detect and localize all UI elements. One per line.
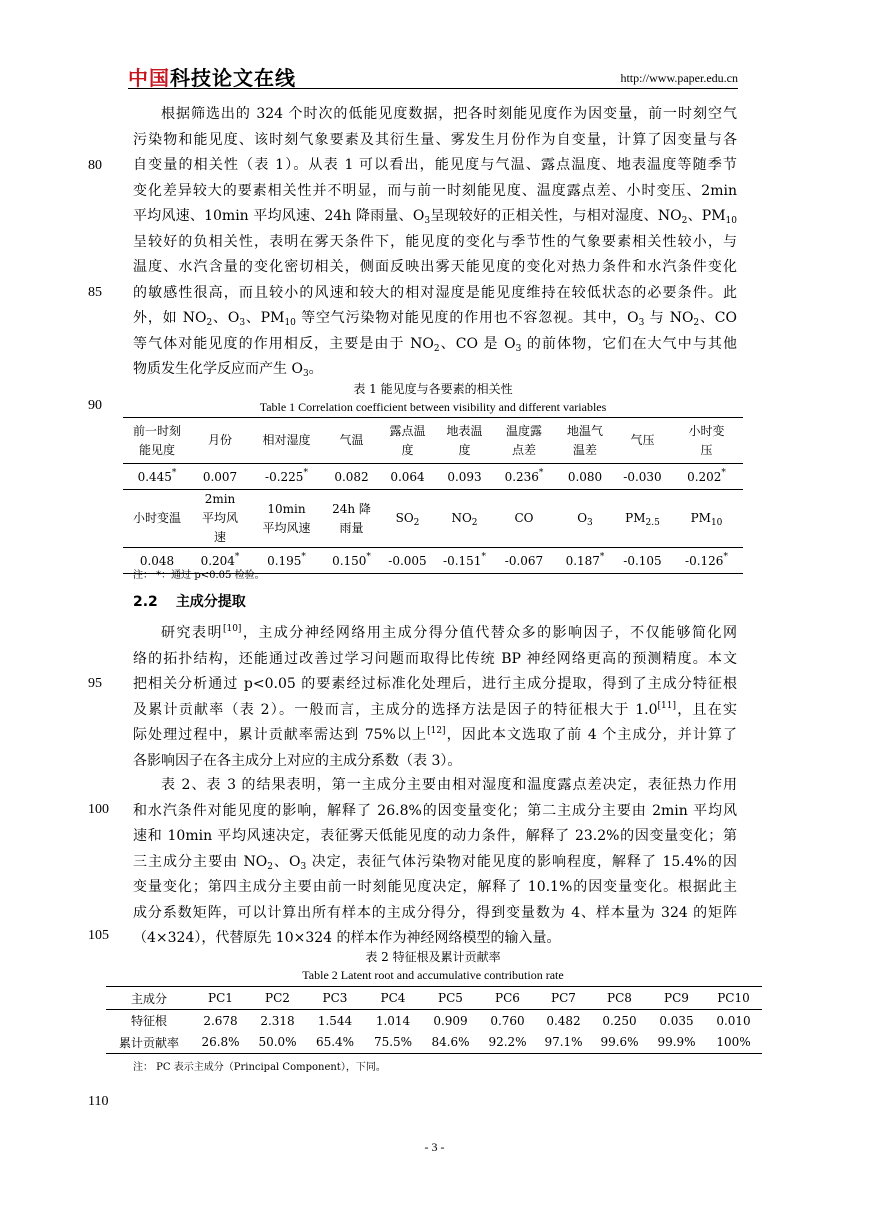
- table-header-cell: PC5: [438, 991, 463, 1005]
- line-number: 85: [88, 285, 102, 300]
- table-header-cell: $PM_{10}$: [690, 511, 723, 528]
- citation-12[interactable]: [12]: [427, 726, 446, 736]
- citation-10[interactable]: [10]: [222, 624, 242, 634]
- table-header-cell: 地温气温差: [566, 423, 603, 457]
- text-line: 和水汽条件对能见度的影响，解释了 26.8%的因变量变化；第二主成分主要由 2min 平均风: [133, 802, 737, 819]
- table-header-cell: 气压: [630, 433, 655, 447]
- text-line: 三主成分主要由 $NO_2$、$O_3$ 决定，表征气体污染物对能见度的影响程度，解释了 15.4%的因: [133, 853, 738, 872]
- table-header-cell: $NO_2$: [451, 511, 478, 528]
- text-line: 等气体对能见度的作用相反，主要是由于 $NO_2$、CO 是 $O_3$ 的前体物，它们在大气中与其他: [133, 335, 737, 354]
- table-header-cell: $PM_{2.5}$: [625, 511, 660, 528]
- table-cell: 100%: [716, 1035, 751, 1050]
- table-header-cell: PC2: [265, 991, 290, 1005]
- table-header-cell: PC9: [664, 991, 689, 1005]
- text-line: 根据筛选出的 324 个时次的低能见度数据，把各时刻能见度作为因变量，前一时刻空气: [161, 106, 737, 122]
- table-cell: 累计贡献率: [118, 1035, 179, 1050]
- table-header-cell: 气温: [339, 433, 364, 447]
- text-line: 污染物和能见度、该时刻气象要素及其衍生量、雾发生月份作为自变量，计算了因变量与各: [133, 131, 737, 148]
- section-title: 主成分提取: [175, 594, 246, 610]
- table1-caption-cn: 表 1 能见度与各要素的相关性: [353, 382, 513, 396]
- table-cell: 0.204*: [200, 551, 240, 568]
- table-header-cell: PC10: [717, 991, 750, 1005]
- journal-logo: [128, 62, 296, 91]
- table-cell: -0.151*: [443, 551, 486, 568]
- paragraph-3: [133, 773, 737, 952]
- table-header-cell: PC1: [208, 991, 233, 1005]
- text-line: 变化差异较大的要素相关性并不明显，而与前一时刻能见度、温度露点差、小时变压、2min: [133, 182, 737, 199]
- text-line: 的敏感性很高，而且较小的风速和较大的相对湿度是能见度维持在较低状态的必要条件。此: [133, 284, 737, 301]
- table-cell: -0.067: [504, 553, 544, 568]
- table-cell: 0.082: [334, 469, 369, 484]
- table-cell: 84.6%: [431, 1035, 470, 1050]
- text-line: 际处理过程中，累计贡献率需达到 75%以上[12]，因此本文选取了前 4 个主成分，并计算了: [133, 726, 737, 743]
- table-cell: -0.126*: [685, 551, 728, 568]
- page-header: [128, 58, 738, 89]
- table-header-cell: 2min 平均风速: [201, 492, 238, 544]
- table2-row-eigenvalue: [106, 1010, 762, 1032]
- table-header-cell: PC3: [322, 991, 348, 1005]
- table-header-cell: 地表温度: [446, 423, 483, 457]
- table-header-cell: 小时变压: [688, 423, 725, 457]
- table1-note: 注： *：通过 p<0.05 检验。: [133, 570, 265, 581]
- table-cell: -0.105: [623, 553, 662, 568]
- table-cell: 0.010: [716, 1013, 751, 1028]
- text-line: 表 2、表 3 的结果表明，第一主成分主要由相对湿度和温度露点差决定，表征热力作用: [161, 777, 737, 793]
- citation-11[interactable]: [11]: [657, 700, 677, 711]
- table-cell: 0.202*: [687, 467, 726, 484]
- table-cell: -0.225*: [265, 467, 308, 484]
- table-cell: 92.2%: [488, 1035, 527, 1050]
- logo-part-1: 中国: [128, 66, 170, 90]
- table-cell: 0.150*: [332, 551, 371, 568]
- table1-caption-en: Table 1 Correlation coefficient between visibility and different variables: [259, 400, 607, 414]
- page-number: - 3 -: [424, 1140, 445, 1154]
- line-number: 100: [88, 802, 109, 817]
- table-header-cell: 温度露点差: [505, 423, 542, 457]
- table-cell: 50.0%: [258, 1035, 297, 1050]
- table-cell: 0.064: [390, 469, 425, 484]
- table2-caption-cn: 表 2 特征根及累计贡献率: [365, 950, 501, 964]
- text-line: 物质发生化学反应而产生 $O_3$。: [133, 361, 323, 379]
- table-cell: 65.4%: [315, 1035, 355, 1050]
- table-header-cell: 24h 降雨量: [332, 501, 371, 535]
- table2-note: 注： PC 表示主成分（Principal Component），下同。: [133, 1062, 386, 1073]
- text-line: 呈较好的负相关性，表明在雾天条件下，能见度的变化与季节性的气象要素相关性较小，与: [133, 233, 737, 250]
- table-cell: 0.760: [490, 1013, 525, 1028]
- table-cell: 0.445*: [137, 467, 177, 484]
- table-cell: 0.007: [202, 469, 238, 484]
- table-cell: 2.318: [260, 1013, 295, 1028]
- table-cell: 75.5%: [373, 1035, 413, 1050]
- text-line: 变量变化；第四主成分主要由前一时刻能见度决定，解释了 10.1%的因变量变化。根据此主: [133, 879, 737, 895]
- section-heading: [133, 591, 264, 611]
- table-cell: -0.005: [388, 553, 427, 568]
- line-number: 105: [88, 928, 109, 943]
- logo-part-2: 科技论文在线: [170, 66, 296, 90]
- table-cell: 1.014: [375, 1013, 411, 1028]
- table-cell: 0.080: [567, 469, 603, 484]
- text-line: 速和 10min 平均风速决定，表征雾天低能见度的动力条件，解释了 23.2%的因变量变化；第: [133, 828, 737, 844]
- text-line: 温度、水汽含量的变化密切相关，侧面反映出雾天能见度的变化对热力条件和水汽条件变化: [133, 259, 737, 275]
- header-url[interactable]: http://www.paper.edu.cn: [620, 71, 738, 85]
- line-number: 110: [88, 1094, 109, 1109]
- text-line: （4×324），代替原先 10×324 的样本作为神经网络模型的输入量。: [133, 930, 561, 946]
- table-header-cell: $O_3$: [577, 511, 593, 528]
- table-header-cell: 露点温度: [389, 423, 426, 457]
- table-cell: 2.678: [203, 1013, 238, 1028]
- table-header-cell: 10min 平均风速: [262, 501, 311, 535]
- table2-caption-en: Table 2 Latent root and accumulative contribution rate: [302, 968, 564, 982]
- table-header-cell: 主成分: [130, 991, 167, 1006]
- table-header-cell: PC8: [607, 991, 632, 1005]
- table-cell: 99.9%: [657, 1035, 696, 1050]
- table-cell: 0.195*: [267, 551, 306, 568]
- table-header-cell: 小时变温: [132, 511, 181, 525]
- table-cell: 0.093: [447, 469, 482, 484]
- table-cell: 特征根: [130, 1014, 167, 1029]
- table-cell: 0.482: [546, 1013, 581, 1028]
- table-cell: 0.035: [659, 1013, 694, 1028]
- table-header-cell: PC4: [380, 991, 406, 1005]
- text-line: 各影响因子在各主成分上对应的主成分系数（表 3）。: [133, 752, 462, 769]
- table-header-cell: PC6: [495, 991, 520, 1005]
- table-header-cell: 相对湿度: [262, 433, 311, 447]
- text-line: 络的拓扑结构，还能通过改善过学习问题而取得比传统 BP 神经网络更高的预测精度。本文: [133, 650, 737, 667]
- table1-header-row-2: [123, 490, 743, 548]
- table2-row-cumulative: [106, 1032, 762, 1054]
- line-number: 90: [88, 398, 102, 413]
- text-line: 自变量的相关性（表 1）。从表 1 可以看出，能见度与气温、露点温度、地表温度等随季节: [133, 157, 737, 173]
- line-number: 95: [88, 676, 102, 691]
- table-header-cell: $SO_2$: [395, 511, 420, 528]
- table-cell: 0.909: [433, 1013, 468, 1028]
- table-header-cell: 月份: [207, 433, 232, 447]
- table1-data-row-1: [123, 464, 743, 490]
- table-cell: -0.030: [623, 469, 662, 484]
- text-line: 把相关分析通过 p<0.05 的要素经过标准化处理后，进行主成分提取，得到了主成分特征根: [133, 676, 737, 692]
- table-header-cell: CO: [514, 511, 534, 525]
- table-header-cell: PC7: [551, 991, 576, 1005]
- table-cell: 0.236*: [504, 467, 544, 484]
- table-2: [106, 986, 762, 1054]
- paragraph-2: [133, 621, 737, 774]
- table-cell: 0.048: [139, 553, 175, 568]
- table-cell: 97.1%: [544, 1035, 583, 1050]
- table2-header-row: [106, 987, 762, 1010]
- table1-header-row-1: [123, 418, 743, 464]
- table-header-cell: 前一时刻能见度: [132, 423, 181, 457]
- table-cell: 99.6%: [600, 1035, 639, 1050]
- table-cell: 0.250: [602, 1013, 637, 1028]
- table-cell: 1.544: [317, 1013, 353, 1028]
- table-cell: 26.8%: [201, 1035, 240, 1050]
- paragraph-1: [133, 102, 737, 383]
- text-line: 及累计贡献率（表 2）。一般而言，主成分的选择方法是因子的特征根大于 1.0[11]，且在实: [133, 700, 737, 718]
- text-line: 研究表明[10]，主成分神经网络用主成分得分值代替众多的影响因子，不仅能够简化网: [161, 624, 738, 641]
- section-number: 2.2: [133, 594, 158, 610]
- text-line: 平均风速、10min 平均风速、24h 降雨量、$O_3$呈现较好的正相关性，与相对湿度、$NO_2$、$PM_{10}$: [133, 208, 737, 226]
- table-cell: 0.187*: [565, 551, 605, 568]
- table-1: [123, 417, 743, 574]
- text-line: 成分系数矩阵，可以计算出所有样本的主成分得分，得到变量数为 4、样本量为 324 的矩阵: [133, 904, 737, 921]
- line-number: 80: [88, 158, 102, 173]
- text-line: 外，如 $NO_2$、$O_3$、$PM_{10}$ 等空气污染物对能见度的作用也不容忽视。其中，$O_3$ 与 $NO_2$、CO: [133, 310, 737, 328]
